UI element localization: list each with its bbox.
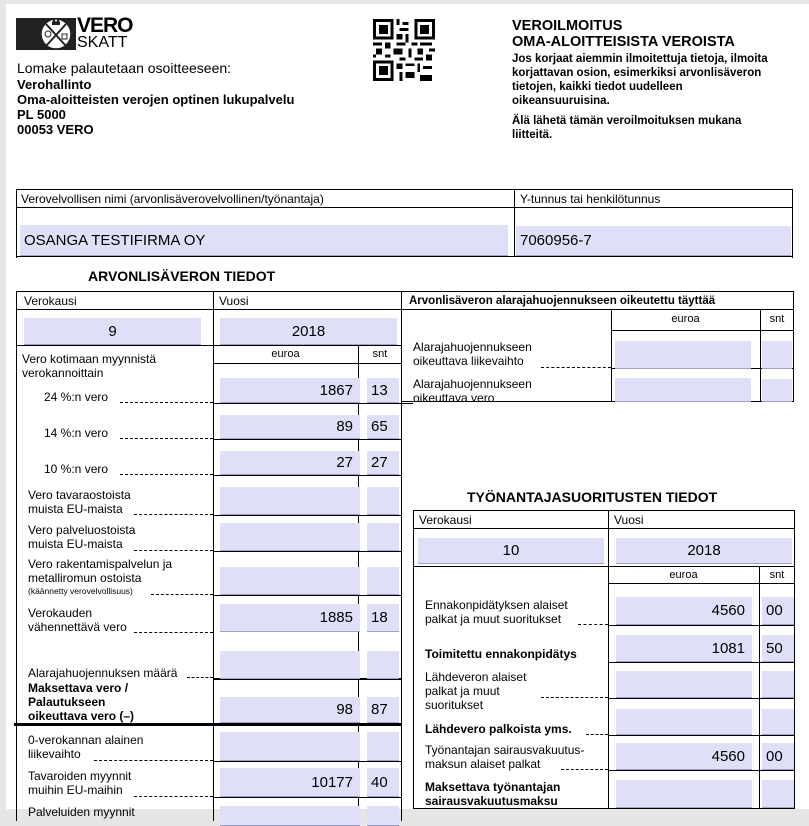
vat-row-label: Verokauden vähennettävä vero — [28, 606, 127, 634]
vat-row-label: 0-verokannan alainen liikevaihto — [28, 733, 144, 761]
return-address-line: Verohallinto — [17, 77, 92, 92]
employer-wages-cent-field[interactable]: 00 — [762, 597, 794, 625]
vat-row-label: 10 %:n vero — [44, 462, 109, 476]
vat-row-label: Vero rakentamispalvelun ja metalliromun ostoista — [28, 557, 173, 585]
vat-eu-sales-euro-field[interactable]: 10177 — [220, 768, 360, 797]
logo-text-vero: VERO — [77, 14, 133, 37]
vat-14-cent-field[interactable]: 65 — [367, 415, 399, 439]
vat-relief-amount-cent-field[interactable] — [367, 651, 399, 679]
vero-logo — [16, 14, 133, 52]
vat-construction-euro-field[interactable] — [220, 567, 360, 595]
relief-col-cent: snt — [769, 313, 785, 325]
relief-tax-euro-field[interactable] — [615, 378, 751, 402]
vat-section-title: ARVONLISÄVERON TIEDOT — [88, 268, 276, 284]
return-address-line: Oma-aloitteisten verojen optinen lukupalvelu — [17, 92, 295, 107]
relief-row-label: Alarajahuojennukseen oikeuttava vero — [413, 377, 532, 405]
logo-text-skatt: SKATT — [77, 34, 128, 51]
form-title-line1: VEROILMOITUS — [512, 18, 623, 34]
employer-health-payable-cent-field[interactable] — [762, 780, 794, 808]
employer-period-field[interactable]: 10 — [418, 538, 604, 564]
vat-row-sublabel: (käännetty verovelvollisuus) — [28, 586, 133, 596]
relief-row-label: Alarajahuojennukseen oikeuttava liikevaihto — [413, 340, 532, 368]
vat-row-label: Vero palveluostoista muista EU-maista — [28, 523, 136, 551]
employer-source-wages-cent-field[interactable] — [762, 671, 794, 698]
employer-source-wages-euro-field[interactable] — [616, 671, 752, 698]
return-address-line: 00053 VERO — [17, 122, 94, 137]
vat-construction-cent-field[interactable] — [367, 567, 399, 595]
employer-withholding-label: Toimitettu ennakonpidätys — [425, 647, 577, 661]
vat-eu-sales-cent-field[interactable]: 40 — [367, 768, 399, 797]
employer-row-label: Työnantajan sairausvakuutus-maksun alaiset palkat — [425, 743, 585, 771]
vat-24-cent-field[interactable]: 13 — [367, 378, 399, 403]
tax-form-page — [6, 4, 809, 819]
vat-deductible-euro-field[interactable]: 1885 — [220, 604, 360, 632]
vat-eu-services-euro-field[interactable] — [220, 523, 360, 551]
vat-services-sales-euro-field[interactable] — [220, 806, 360, 826]
taxpayer-name-label: Verovelvollisen nimi (arvonlisäverovelvollinen/työnantaja) — [21, 192, 324, 206]
coat-of-arms-icon — [16, 16, 76, 52]
vat-row-label: 14 %:n vero — [44, 426, 109, 440]
vat-row-label: 24 %:n vero — [44, 390, 109, 404]
return-address-line: PL 5000 — [17, 107, 66, 122]
return-address-intro: Lomake palautetaan osoitteeseen: — [17, 60, 232, 76]
relief-turnover-euro-field[interactable] — [615, 341, 751, 369]
vat-row-label: Alarajahuojennuksen määrä — [28, 666, 178, 680]
vat-10-cent-field[interactable]: 27 — [367, 451, 399, 475]
form-title-line2: OMA-ALOITTEISISTA VEROISTA — [512, 34, 735, 50]
vat-payable-label: Maksettava vero / Palautukseen oikeuttava vero (–) — [28, 681, 135, 723]
employer-row-label: Ennakonpidätyksen alaiset palkat ja muut suoritukset — [425, 598, 568, 626]
vat-eu-goods-euro-field[interactable] — [220, 487, 360, 515]
employer-row-label: Lähdeveron alaiset palkat ja muut suoritukset — [425, 670, 527, 712]
employer-health-wages-cent-field[interactable]: 00 — [762, 743, 794, 770]
vat-payable-cent-field[interactable]: 87 — [367, 697, 399, 723]
employer-withholding-cent-field[interactable]: 50 — [762, 635, 794, 662]
taxpayer-id-field[interactable]: 7060956-7 — [516, 226, 791, 256]
employer-source-tax-euro-field[interactable] — [616, 709, 752, 735]
vat-year-field[interactable]: 2018 — [220, 318, 397, 345]
vat-payable-euro-field[interactable]: 98 — [220, 697, 360, 723]
employer-period-label: Verokausi — [419, 513, 472, 527]
vat-row-label: Palveluiden myynnit — [28, 805, 135, 819]
vat-row-label: Tavaroiden myynnit muihin EU-maihin — [28, 769, 132, 797]
vat-period-label: Verokausi — [24, 294, 77, 308]
vat-row-label: Vero tavaraostoista muista EU-maista — [28, 488, 131, 516]
qr-code-icon — [373, 19, 435, 81]
employer-col-euro: euroa — [669, 569, 698, 581]
vat-services-sales-cent-field[interactable] — [367, 806, 399, 826]
form-note-attachments: Älä lähetä tämän veroilmoituksen mukana liitteitä. — [512, 115, 742, 141]
employer-col-cent: snt — [769, 569, 785, 581]
employer-health-wages-euro-field[interactable]: 4560 — [616, 743, 752, 770]
employer-source-tax-label: Lähdevero palkoista yms. — [425, 722, 572, 736]
vat-24-euro-field[interactable]: 1867 — [220, 378, 360, 403]
employer-wages-euro-field[interactable]: 4560 — [616, 597, 752, 625]
employer-withholding-euro-field[interactable]: 1081 — [616, 635, 752, 662]
vat-year-label: Vuosi — [219, 294, 249, 308]
vat-deductible-cent-field[interactable]: 18 — [367, 604, 399, 632]
taxpayer-name-field[interactable]: OSANGA TESTIFIRMA OY — [20, 225, 508, 256]
relief-tax-cent-field[interactable] — [762, 379, 792, 402]
return-address — [17, 60, 294, 137]
vat-col-euro: euroa — [271, 348, 300, 360]
form-title — [512, 18, 802, 142]
taxpayer-id-label: Y-tunnus tai henkilötunnus — [520, 192, 661, 206]
vat-eu-services-cent-field[interactable] — [367, 523, 399, 551]
vat-10-euro-field[interactable]: 27 — [220, 451, 360, 475]
vat-eu-goods-cent-field[interactable] — [367, 487, 399, 515]
employer-source-tax-cent-field[interactable] — [762, 709, 794, 735]
employer-health-payable-label: Maksettava työnantajan sairausvakuutusmaksu — [425, 780, 561, 808]
vat-domestic-label: Vero kotimaan myynnistä verokannoittain — [22, 352, 157, 380]
form-note-correction: Jos korjaat aiemmin ilmoitettuja tietoja, ilmoita korjattavan osion, esimerkiksi arvonlisäveron tietojen, kaikki tiedot uudelleen oikeansuuruisina. — [512, 53, 768, 107]
vat-zero-rated-cent-field[interactable] — [367, 732, 399, 761]
relief-col-euro: euroa — [671, 313, 700, 325]
relief-title: Arvonlisäveron alarajahuojennukseen oikeutettu täyttää — [409, 295, 716, 307]
vat-14-euro-field[interactable]: 89 — [220, 415, 360, 439]
vat-col-cent: snt — [372, 348, 388, 360]
vat-zero-rated-euro-field[interactable] — [220, 732, 360, 761]
employer-year-field[interactable]: 2018 — [616, 538, 792, 564]
relief-turnover-cent-field[interactable] — [762, 341, 792, 369]
vat-relief-amount-euro-field[interactable] — [220, 651, 360, 679]
employer-health-payable-euro-field[interactable] — [616, 780, 752, 808]
employer-section-title: TYÖNANTAJASUORITUSTEN TIEDOT — [467, 489, 718, 505]
vat-period-field[interactable]: 9 — [24, 318, 201, 345]
employer-year-label: Vuosi — [614, 513, 644, 527]
